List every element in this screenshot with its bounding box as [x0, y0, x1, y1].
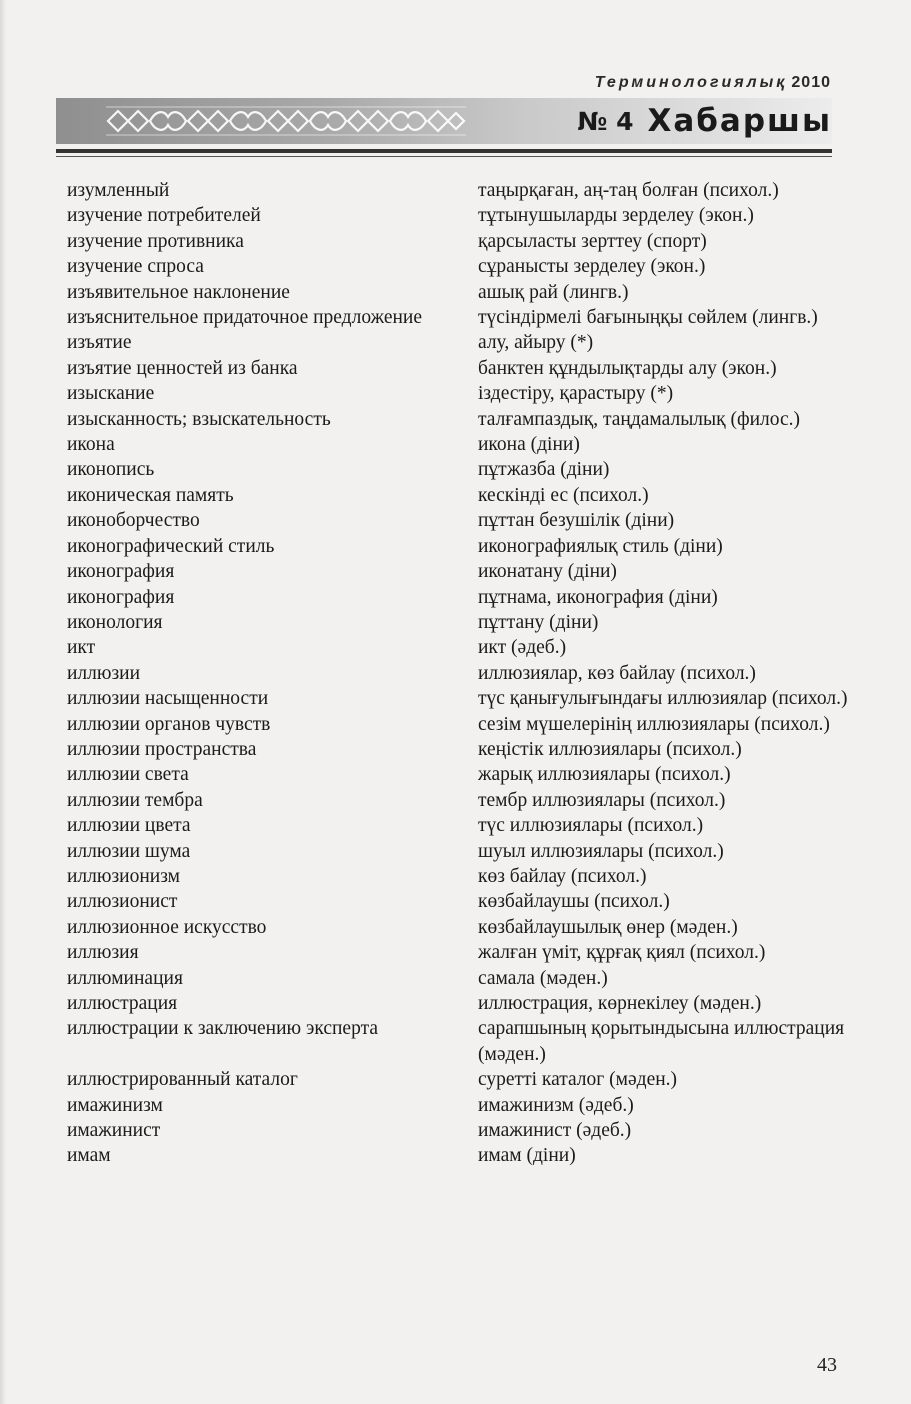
dictionary-entry — [67, 508, 857, 533]
dictionary-entry — [67, 686, 857, 711]
dictionary-entry — [67, 915, 857, 940]
kazakh-term: жалған үміт, құрғақ қиял (психол.) — [478, 942, 766, 964]
journal-year: 2010 — [791, 74, 831, 91]
dictionary-entry — [67, 864, 857, 889]
kazakh-term: пұттан безушілік (діни) — [478, 510, 675, 532]
kazakh-term: көз байлау (психол.) — [478, 865, 647, 887]
kazakh-term: сұранысты зерделеу (экон.) — [478, 256, 706, 278]
kazakh-term: түс иллюзиялары (психол.) — [478, 815, 704, 837]
russian-term: имажинизм — [67, 1094, 163, 1116]
dictionary-entry — [67, 407, 857, 432]
dictionary-entry — [67, 813, 857, 838]
russian-term: изучение противника — [67, 230, 244, 252]
dictionary-entry — [67, 940, 857, 965]
dictionary-entry — [67, 610, 857, 635]
kazakh-term: суретті каталог (мәден.) — [478, 1069, 678, 1091]
russian-term: имам — [67, 1145, 111, 1167]
russian-term: иконология — [67, 611, 163, 633]
dictionary-entry — [67, 280, 857, 305]
dictionary-entry — [67, 1143, 857, 1168]
dictionary-entry — [67, 712, 857, 737]
russian-term: изъявительное наклонение — [67, 281, 290, 303]
dictionary-entry — [67, 661, 857, 686]
dictionary-entry — [67, 1016, 857, 1067]
russian-term: имажинист — [67, 1120, 161, 1142]
russian-term: иллюзии цвета — [67, 815, 191, 837]
kazakh-term: сезім мүшелерінің иллюзиялары (психол.) — [478, 713, 830, 735]
journal-header-line — [595, 74, 831, 92]
kazakh-term: шуыл иллюзиялары (психол.) — [478, 840, 724, 862]
dictionary-entry — [67, 762, 857, 787]
kazakh-term: иллюстрация, көрнекілеу (мәден.) — [478, 993, 762, 1014]
russian-term: иллюзии органов чувств — [67, 713, 271, 735]
kazakh-term: пұттану (діни) — [478, 611, 599, 633]
dictionary-entry — [67, 534, 857, 559]
kazakh-term: пұтжазба (діни) — [478, 459, 610, 481]
dictionary-entry — [67, 788, 857, 813]
kazakh-term: самала (мәден.) — [478, 967, 608, 989]
russian-term: изъятие — [67, 332, 132, 354]
header-rule-thick — [56, 149, 832, 153]
dictionary-entry — [67, 305, 857, 330]
russian-term: икона — [67, 434, 115, 456]
dictionary-entry — [67, 585, 857, 610]
russian-term: иконоборчество — [67, 510, 200, 532]
russian-term: изучение потребителей — [67, 205, 261, 227]
kazakh-term: имажинист (әдеб.) — [478, 1120, 632, 1142]
kazakh-term: икона (діни) — [478, 434, 580, 456]
kazakh-term: іздестіру, қарастыру (*) — [478, 383, 674, 405]
kazakh-term: кескінді ес (психол.) — [478, 484, 649, 506]
dictionary-entry — [67, 635, 857, 660]
issue-label — [577, 98, 832, 144]
dictionary-entry — [67, 737, 857, 762]
journal-name: Хабаршы — [647, 103, 832, 139]
dictionary-entry — [67, 330, 857, 355]
russian-term: иллюзионизм — [67, 865, 180, 887]
dictionary-entry — [67, 229, 857, 254]
dictionary-entry — [67, 381, 857, 406]
russian-term: иллюзии шума — [67, 840, 191, 862]
dictionary-entry — [67, 356, 857, 381]
russian-term: иллюзии — [67, 662, 141, 684]
kazakh-term: жарық иллюзиялары (психол.) — [478, 764, 731, 786]
russian-term: иллюзии тембра — [67, 789, 203, 811]
russian-term: иконография — [67, 586, 175, 608]
kazakh-term: икт (әдеб.) — [478, 637, 567, 659]
kazakh-term: таңырқаған, аң-таң болған (психол.) — [478, 180, 779, 201]
kazakh-term: тембр иллюзиялары (психол.) — [478, 789, 726, 811]
kazakh-term: банктен құндылықтарды алу (экон.) — [478, 357, 777, 379]
kazakh-term: қарсыласты зерттеу (спорт) — [478, 230, 707, 252]
kazakh-term: кеңістік иллюзиялары (психол.) — [478, 738, 742, 760]
ornament-icon — [106, 102, 466, 140]
russian-term: иллюзионист — [67, 891, 178, 913]
russian-term: иллюзии света — [67, 764, 189, 786]
dictionary-entry — [67, 889, 857, 914]
russian-term: изучение спроса — [67, 256, 204, 278]
russian-term: изыскание — [67, 383, 155, 405]
dictionary-entry — [67, 457, 857, 482]
russian-term: изысканность; взыскательность — [67, 408, 331, 430]
kazakh-term: ашық рай (лингв.) — [478, 281, 629, 303]
russian-term: иконография — [67, 561, 175, 583]
kazakh-term: сарапшының қорытындысына иллюстрация (мәден.) — [478, 1018, 845, 1065]
header-banner — [56, 98, 832, 144]
russian-term: иконографический стиль — [67, 535, 275, 557]
kazakh-term: талғампаздық, таңдамалылық (филос.) — [478, 408, 801, 430]
dictionary-entry — [67, 254, 857, 279]
russian-term: иллюстрация — [67, 993, 178, 1014]
dictionary-entry — [67, 1093, 857, 1118]
kazakh-term: түс қанығулығындағы иллюзиялар (психол.) — [478, 688, 848, 710]
kazakh-term: иллюзиялар, көз байлау (психол.) — [478, 662, 756, 684]
russian-term: икт — [67, 637, 96, 659]
russian-term: иллюстрации к заключению эксперта — [67, 1018, 378, 1040]
dictionary-entry — [67, 559, 857, 584]
kazakh-term: имам (діни) — [478, 1145, 576, 1167]
russian-term: иллюзия — [67, 942, 139, 964]
kazakh-term: иконографиялық стиль (діни) — [478, 535, 723, 557]
russian-term: иллюзии пространства — [67, 738, 257, 760]
dictionary-entry — [67, 203, 857, 228]
kazakh-term: тұтынушыларды зерделеу (экон.) — [478, 205, 754, 227]
header-rule-thin — [56, 156, 832, 157]
dictionary-entry — [67, 432, 857, 457]
kazakh-term: алу, айыру (*) — [478, 332, 594, 354]
russian-term: иллюстрированный каталог — [67, 1069, 298, 1091]
russian-term: иконопись — [67, 459, 155, 481]
page-edge — [0, 0, 6, 1404]
journal-title: Терминологиялық — [594, 74, 788, 91]
issue-number: № 4 — [577, 106, 634, 136]
page-number: 43 — [817, 1354, 837, 1376]
russian-term: иллюминация — [67, 967, 183, 989]
russian-term: иллюзии насыщенности — [67, 688, 269, 710]
dictionary-entries — [67, 178, 857, 1169]
dictionary-entry — [67, 1067, 857, 1092]
russian-term: изъяснительное придаточное предложение — [67, 307, 422, 329]
kazakh-term: имажинизм (әдеб.) — [478, 1094, 634, 1116]
kazakh-term: түсіндірмелі бағыныңқы сөйлем (лингв.) — [478, 307, 818, 329]
kazakh-term: пұтнама, иконография (діни) — [478, 586, 718, 608]
russian-term: изумленный — [67, 180, 170, 201]
russian-term: изъятие ценностей из банка — [67, 357, 298, 379]
kazakh-term: иконатану (діни) — [478, 561, 617, 583]
dictionary-entry — [67, 966, 857, 991]
dictionary-entry — [67, 1118, 857, 1143]
russian-term: иконическая память — [67, 484, 234, 506]
dictionary-entry — [67, 178, 857, 203]
kazakh-term: көзбайлаушы (психол.) — [478, 891, 670, 913]
kazakh-term: көзбайлаушылық өнер (мәден.) — [478, 916, 738, 938]
dictionary-entry — [67, 991, 857, 1016]
dictionary-entry — [67, 483, 857, 508]
russian-term: иллюзионное искусство — [67, 916, 267, 938]
dictionary-entry — [67, 839, 857, 864]
